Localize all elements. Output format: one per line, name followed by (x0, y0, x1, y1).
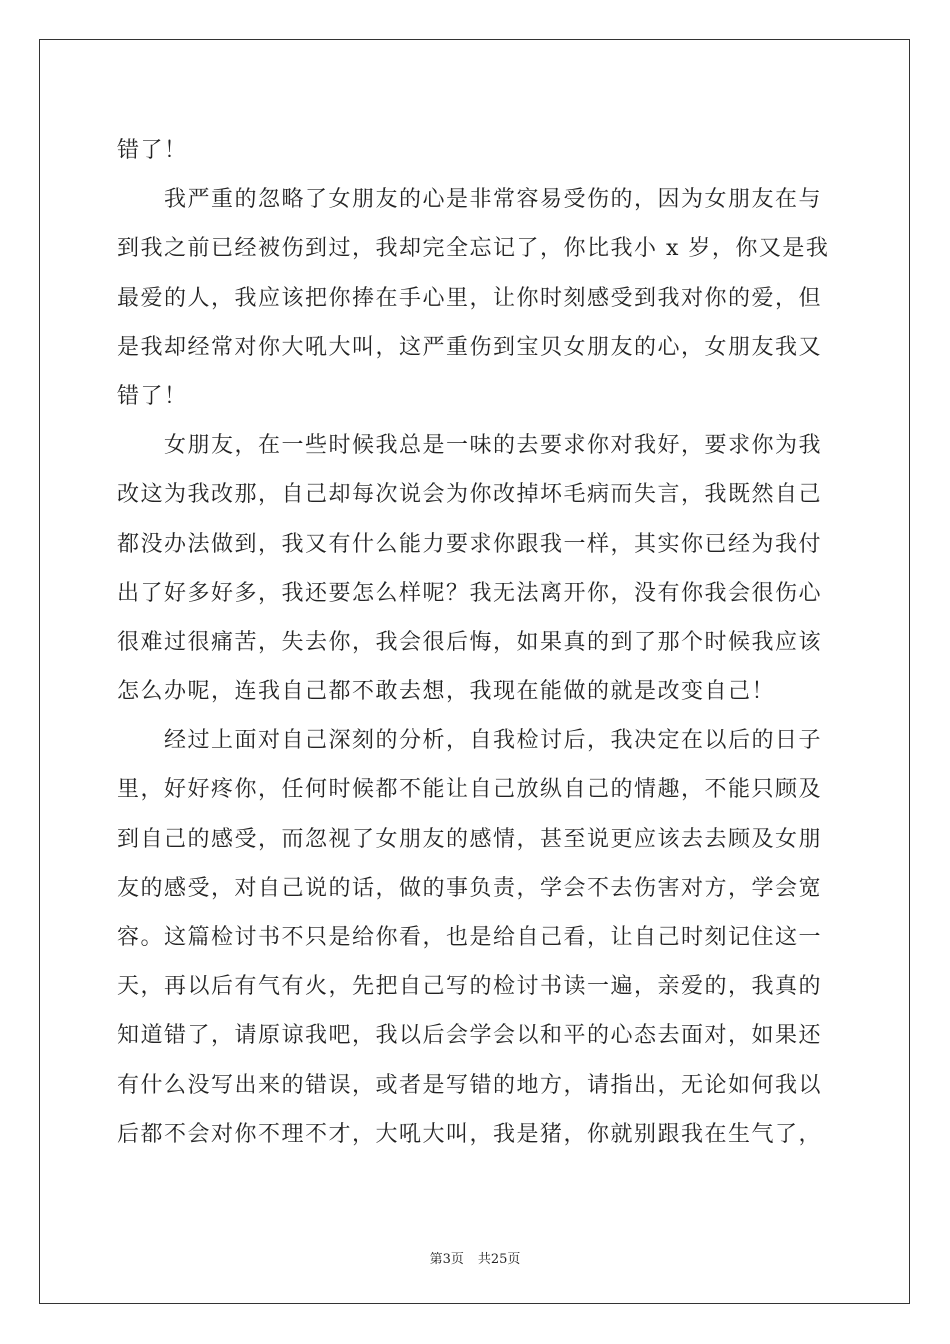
text-line: 里，好好疼你，任何时候都不能让自己放纵自己的情趣，不能只顾及 (117, 777, 823, 803)
text-line: 有什么没写出来的错误，或者是写错的地方，请指出，无论如何我以 (117, 1072, 823, 1098)
text-line: 后都不会对你不理不才，大吼大叫，我是猪，你就别跟我在生气了， (117, 1121, 823, 1147)
text-line: 错了！ (117, 383, 188, 409)
page-number: 第3页 (429, 1252, 464, 1267)
text-line: 最爱的人，我应该把你捧在手心里，让你时刻感受到我对你的爱，但 (117, 285, 823, 311)
text-line: 很难过很痛苦，失去你，我会很后悔，如果真的到了那个时候我应该 (117, 629, 823, 655)
text-line: 我严重的忽略了女朋友的心是非常容易受伤的，因为女朋友在与 (117, 187, 823, 213)
text-line: 怎么办呢，连我自己都不敢去想，我现在能做的就是改变自己！ (117, 679, 776, 705)
text-line: 天，再以后有气有火，先把自己写的检讨书读一遍，亲爱的，我真的 (117, 974, 823, 1000)
text-line: 知道错了，请原谅我吧，我以后会学会以和平的心态去面对，如果还 (117, 1023, 823, 1049)
text-line: 改这为我改那，自己却每次说会为你改掉坏毛病而失言，我既然自己 (117, 482, 823, 508)
text-line: 女朋友，在一些时候我总是一味的去要求你对我好，要求你为我 (117, 433, 823, 459)
text-line: 到我之前已经被伤到过，我却完全忘记了，你比我小 x 岁，你又是我 (117, 236, 830, 262)
text-line: 出了好多好多，我还要怎么样呢？我无法离开你，没有你我会很伤心 (117, 580, 823, 606)
document-body (117, 126, 835, 1159)
page-footer (0, 1248, 950, 1267)
text-line: 是我却经常对你大吼大叫，这严重伤到宝贝女朋友的心，女朋友我又 (117, 334, 823, 360)
page-total: 共25页 (477, 1252, 521, 1267)
text-line: 容。这篇检讨书不只是给你看，也是给自己看，让自己时刻记住这一 (117, 925, 823, 950)
text-line: 错了！ (117, 138, 188, 163)
text-line: 经过上面对自己深刻的分析，自我检讨后，我决定在以后的日子 (117, 728, 823, 754)
text-line: 到自己的感受，而忽视了女朋友的感情，甚至说更应该去去顾及女朋 (117, 826, 823, 852)
text-line: 都没办法做到，我又有什么能力要求你跟我一样，其实你已经为我付 (117, 531, 823, 557)
text-line: 友的感受，对自己说的话，做的事负责，学会不去伤害对方，学会宽 (117, 875, 823, 901)
